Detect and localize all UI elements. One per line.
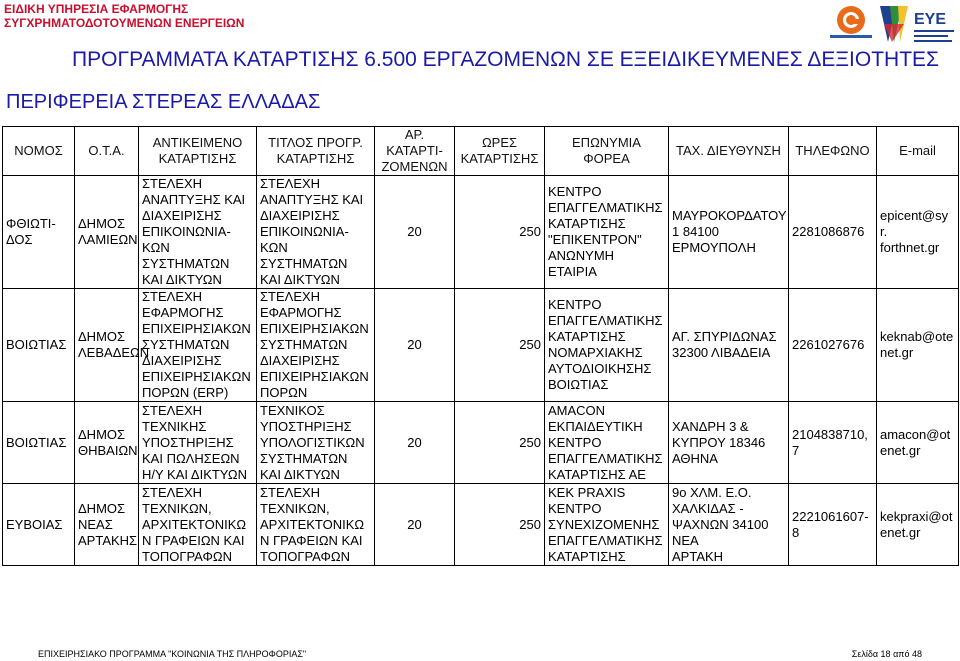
- cell-ota: ΔΗΜΟΣ ΘΗΒΑΙΩΝ: [75, 402, 139, 484]
- col-header-ar-katartizomenon: ΑΡ. ΚΑΤΑΡΤΙ- ΖΟΜΕΝΩΝ: [375, 127, 455, 176]
- cell-ar: 20: [375, 176, 455, 289]
- cell-nomos: ΒΟΙΩΤΙΑΣ: [3, 402, 75, 484]
- page-title: ΠΡΟΓΡΑΜΜΑΤΑ ΚΑΤΑΡΤΙΣΗΣ 6.500 ΕΡΓΑΖΟΜΕΝΩΝ ΣΕ ΕΞΕΙΔΙΚΕΥΜΕΝΕΣ ΔΕΞΙΟΤΗΤΕΣ: [72, 48, 940, 71]
- cell-email[interactable]: keknab@ote net.gr: [877, 289, 959, 402]
- cell-dieythynsi: ΜΑΥΡΟΚΟΡΔΑΤΟΥ 1 84100 ΕΡΜΟΥΠΟΛΗ: [669, 176, 789, 289]
- cell-nomos: ΦΘΙΩΤΙ- ΔΟΣ: [3, 176, 75, 289]
- cell-dieythynsi: 9ο ΧΛΜ. Ε.Ο. ΧΑΛΚΙΔΑΣ - ΨΑΧΝΩΝ 34100 ΝΕΑ ΑΡΤΑΚΗ: [669, 484, 789, 566]
- footer-program-name: ΕΠΙΧΕΙΡΗΣΙΑΚΟ ΠΡΟΓΡΑΜΜΑ "ΚΟΙΝΩΝΙΑ ΤΗΣ ΠΛΗΡΟΦΟΡΙΑΣ": [38, 649, 307, 659]
- header-agency-line1: ΕΙΔΙΚΗ ΥΠΗΡΕΣΙΑ ΕΦΑΡΜΟΓΗΣ: [4, 2, 189, 16]
- cell-ar: 20: [375, 484, 455, 566]
- information-society-logo: [826, 2, 876, 42]
- col-header-tilefono: ΤΗΛΕΦΩΝΟ: [789, 127, 877, 176]
- cell-email[interactable]: kekpraxi@ot enet.gr: [877, 484, 959, 566]
- cell-foreas: ΚΕΝΤΡΟ ΕΠΑΓΓΕΛΜΑΤΙΚΗΣ ΚΑΤΑΡΤΙΣΗΣ ΝΟΜΑΡΧΙΑΚΗΣ ΑΥΤΟΔΙΟΙΚΗΣΗΣ ΒΟΙΩΤΙΑΣ: [545, 289, 669, 402]
- cell-email[interactable]: amacon@ot enet.gr: [877, 402, 959, 484]
- footer-page-number: Σελίδα 18 από 48: [851, 649, 922, 659]
- eye-logo-text: ΕΥΕ: [914, 11, 947, 28]
- cell-tilefono: 2104838710, 7: [789, 402, 877, 484]
- col-header-titlos: ΤΙΤΛΟΣ ΠΡΟΓΡ. ΚΑΤΑΡΤΙΣΗΣ: [257, 127, 375, 176]
- cell-ota: ΔΗΜΟΣ ΛΑΜΙΕΩΝ: [75, 176, 139, 289]
- table-row: [3, 402, 959, 484]
- col-header-email: E-mail: [877, 127, 959, 176]
- region-heading: ΠΕΡΙΦΕΡΕΙΑ ΣΤΕΡΕΑΣ ΕΛΛΑΔΑΣ: [6, 91, 321, 113]
- cell-tilefono: 2221061607-8: [789, 484, 877, 566]
- col-header-antikeimeno: ΑΝΤΙΚΕΙΜΕΝΟ ΚΑΤΑΡΤΙΣΗΣ: [139, 127, 257, 176]
- cell-tilefono: 2281086876: [789, 176, 877, 289]
- col-header-nomos: ΝΟΜΟΣ: [3, 127, 75, 176]
- table-header-row: [3, 127, 959, 176]
- cell-antikeimeno: ΣΤΕΛΕΧΗ ΤΕΧΝΙΚΗΣ ΥΠΟΣΤΗΡΙΞΗΣ ΚΑΙ ΠΩΛΗΣΕΩΝ Η/Υ ΚΑΙ ΔΙΚΤΥΩΝ: [139, 402, 257, 484]
- cell-nomos: ΒΟΙΩΤΙΑΣ: [3, 289, 75, 402]
- table-row: [3, 484, 959, 566]
- table-row: [3, 176, 959, 289]
- cell-titlos: ΣΤΕΛΕΧΗ ΤΕΧΝΙΚΩΝ, ΑΡΧΙΤΕΚΤΟΝΙΚΩ Ν ΓΡΑΦΕΙΩΝ ΚΑΙ ΤΟΠΟΓΡΑΦΩΝ: [257, 484, 375, 566]
- col-header-eponymia: ΕΠΩΝΥΜΙΑ ΦΟΡΕΑ: [545, 127, 669, 176]
- col-header-ores: ΩΡΕΣ ΚΑΤΑΡΤΙΣΗΣ: [455, 127, 545, 176]
- cell-antikeimeno: ΣΤΕΛΕΧΗ ΤΕΧΝΙΚΩΝ, ΑΡΧΙΤΕΚΤΟΝΙΚΩ Ν ΓΡΑΦΕΙΩΝ ΚΑΙ ΤΟΠΟΓΡΑΦΩΝ: [139, 484, 257, 566]
- header-agency-line2: ΣΥΓΧΡΗΜΑΤΟΔΟΤΟΥΜΕΝΩΝ ΕΝΕΡΓΕΙΩΝ: [4, 16, 245, 30]
- table-row: [3, 289, 959, 402]
- cell-nomos: ΕΥΒΟΙΑΣ: [3, 484, 75, 566]
- col-header-ota: Ο.Τ.Α.: [75, 127, 139, 176]
- col-header-dieythynsi: ΤΑΧ. ΔΙΕΥΘΥΝΣΗ: [669, 127, 789, 176]
- cell-dieythynsi: ΑΓ. ΣΠΥΡΙΔΩΝΑΣ 32300 ΛΙΒΑΔΕΙΑ: [669, 289, 789, 402]
- cell-antikeimeno: ΣΤΕΛΕΧΗ ΕΦΑΡΜΟΓΗΣ ΕΠΙΧΕΙΡΗΣΙΑΚΩΝ ΣΥΣΤΗΜΑΤΩΝ ΔΙΑΧΕΙΡΙΣΗΣ ΕΠΙΧΕΙΡΗΣΙΑΚΩΝ ΠΟΡΩΝ (ERP): [139, 289, 257, 402]
- programs-table: [2, 126, 959, 566]
- cell-foreas: ΚΕΚ PRAXIS ΚΕΝΤΡΟ ΣΥΝΕΧΙΖΟΜΕΝΗΣ ΕΠΑΓΓΕΛΜΑΤΙΚΗΣ ΚΑΤΑΡΤΙΣΗΣ: [545, 484, 669, 566]
- cell-ar: 20: [375, 402, 455, 484]
- cell-tilefono: 2261027676: [789, 289, 877, 402]
- eye-agency-logo: [878, 2, 958, 46]
- cell-foreas: ΚΕΝΤΡΟ ΕΠΑΓΓΕΛΜΑΤΙΚΗΣ ΚΑΤΑΡΤΙΣΗΣ "ΕΠΙΚΕΝΤΡΟΝ" ΑΝΩΝΥΜΗ ΕΤΑΙΡΙΑ: [545, 176, 669, 289]
- cell-titlos: ΤΕΧΝΙΚΟΣ ΥΠΟΣΤΗΡΙΞΗΣ ΥΠΟΛΟΓΙΣΤΙΚΩΝ ΣΥΣΤΗΜΑΤΩΝ ΚΑΙ ΔΙΚΤΥΩΝ: [257, 402, 375, 484]
- cell-ota: ΔΗΜΟΣ ΝΕΑΣ ΑΡΤΑΚΗΣ: [75, 484, 139, 566]
- cell-ota: ΔΗΜΟΣ ΛΕΒΑΔΕΩΝ: [75, 289, 139, 402]
- cell-titlos: ΣΤΕΛΕΧΗ ΕΦΑΡΜΟΓΗΣ ΕΠΙΧΕΙΡΗΣΙΑΚΩΝ ΣΥΣΤΗΜΑΤΩΝ ΔΙΑΧΕΙΡΙΣΗΣ ΕΠΙΧΕΙΡΗΣΙΑΚΩΝ ΠΟΡΩΝ: [257, 289, 375, 402]
- cell-ores: 250: [455, 176, 545, 289]
- cell-ores: 250: [455, 289, 545, 402]
- cell-email[interactable]: epicent@syr. forthnet.gr: [877, 176, 959, 289]
- cell-dieythynsi: ΧΑΝΔΡΗ 3 & ΚΥΠΡΟΥ 18346 ΑΘΗΝΑ: [669, 402, 789, 484]
- cell-titlos: ΣΤΕΛΕΧΗ ΑΝΑΠΤΥΞΗΣ ΚΑΙ ΔΙΑΧΕΙΡΙΣΗΣ ΕΠΙΚΟΙΝΩΝΙΑ- ΚΩΝ ΣΥΣΤΗΜΑΤΩΝ ΚΑΙ ΔΙΚΤΥΩΝ: [257, 176, 375, 289]
- cell-antikeimeno: ΣΤΕΛΕΧΗ ΑΝΑΠΤΥΞΗΣ ΚΑΙ ΔΙΑΧΕΙΡΙΣΗΣ ΕΠΙΚΟΙΝΩΝΙΑ- ΚΩΝ ΣΥΣΤΗΜΑΤΩΝ ΚΑΙ ΔΙΚΤΥΩΝ: [139, 176, 257, 289]
- cell-ores: 250: [455, 402, 545, 484]
- cell-ores: 250: [455, 484, 545, 566]
- cell-foreas: AMACON ΕΚΠΑΙΔΕΥΤΙΚΗ ΚΕΝΤΡΟ ΕΠΑΓΓΕΛΜΑΤΙΚΗΣ ΚΑΤΑΡΤΙΣΗΣ ΑΕ: [545, 402, 669, 484]
- cell-ar: 20: [375, 289, 455, 402]
